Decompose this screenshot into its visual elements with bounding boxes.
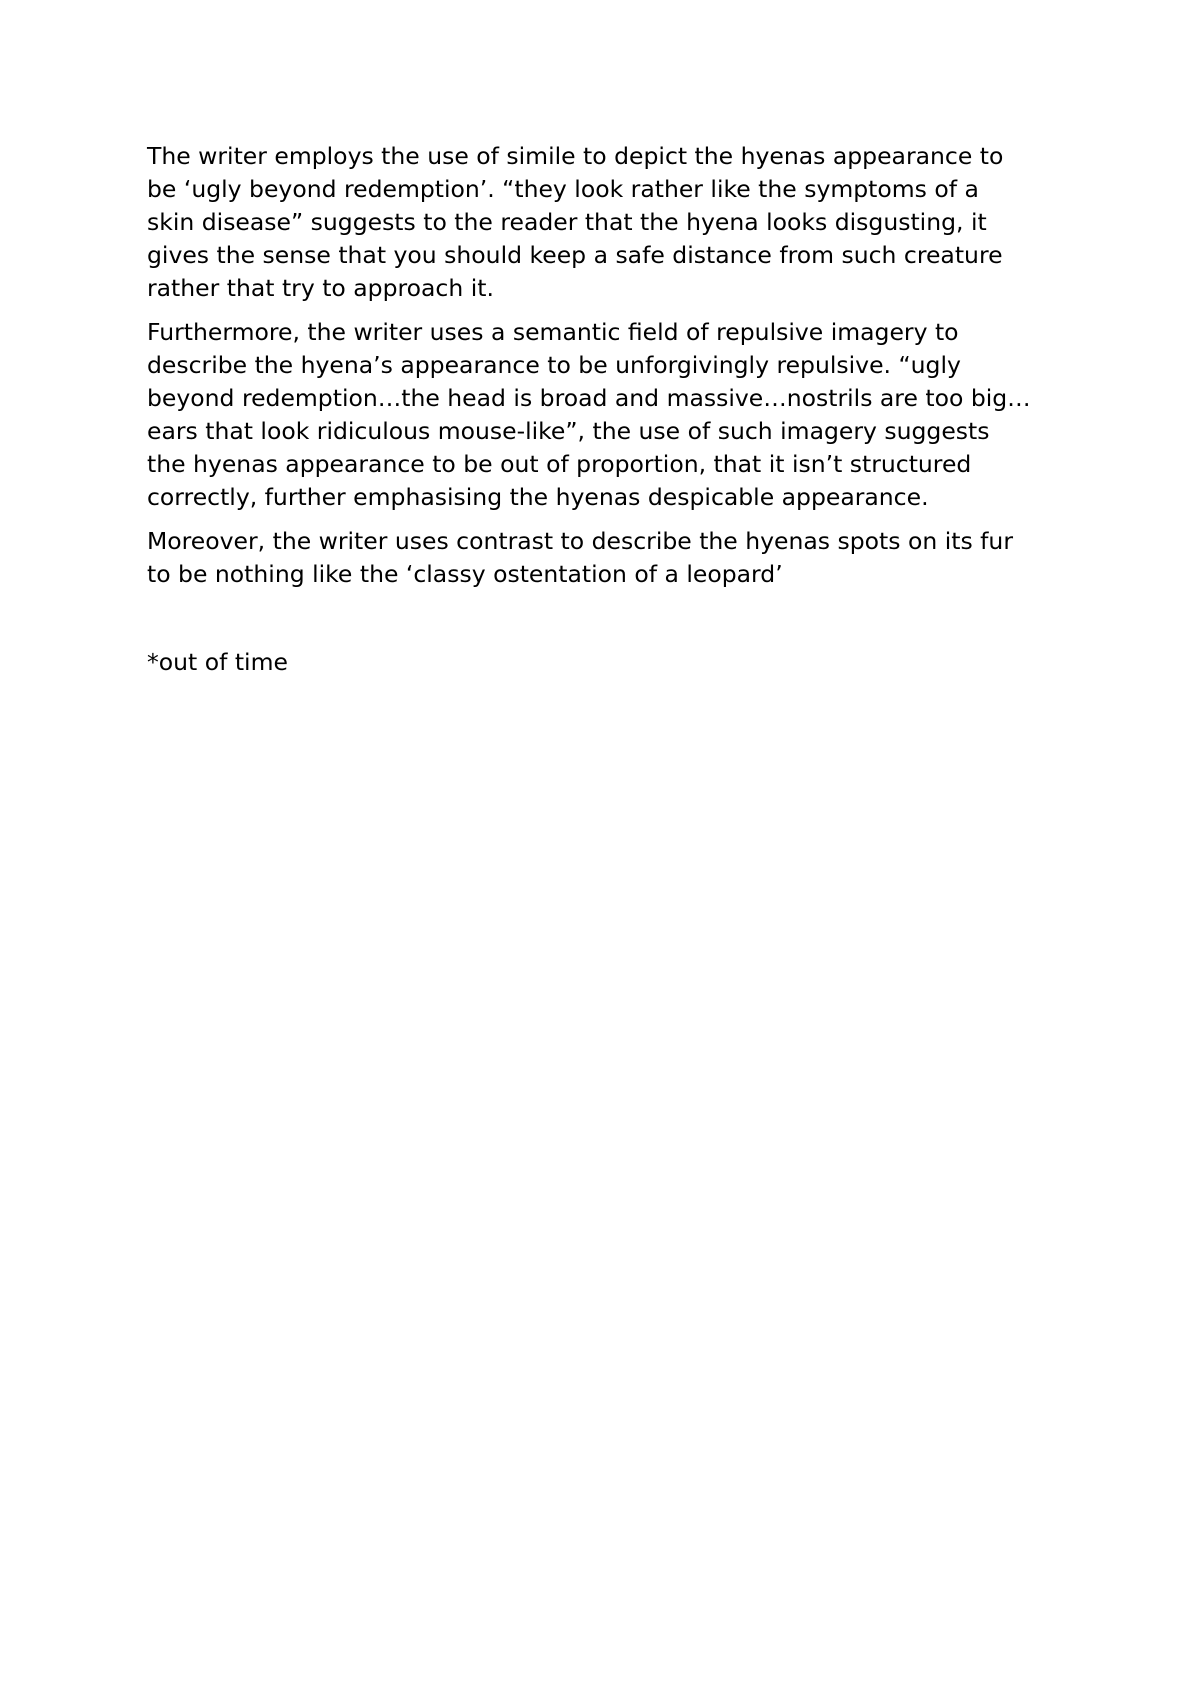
- text-line: ears that look ridiculous mouse-like”, the use of such imagery suggests: [147, 417, 990, 445]
- text-line: describe the hyena’s appearance to be unforgivingly repulsive. “ugly: [147, 351, 961, 379]
- paragraph-simile: [147, 140, 1067, 305]
- document-body: [147, 140, 1067, 690]
- text-line: beyond redemption…the head is broad and massive…nostrils are too big…: [147, 384, 1031, 412]
- text-line: be ‘ugly beyond redemption’. “they look rather like the symptoms of a: [147, 175, 979, 203]
- paragraph-contrast: [147, 525, 1067, 591]
- text-line: skin disease” suggests to the reader that the hyena looks disgusting, it: [147, 208, 987, 236]
- text-line: correctly, further emphasising the hyenas despicable appearance.: [147, 483, 929, 511]
- text-line: rather that try to approach it.: [147, 274, 494, 302]
- text-line: the hyenas appearance to be out of proportion, that it isn’t structured: [147, 450, 972, 478]
- text-line: The writer employs the use of simile to depict the hyenas appearance to: [147, 142, 1004, 170]
- text-line: gives the sense that you should keep a safe distance from such creature: [147, 241, 1003, 269]
- out-of-time-note: *out of time: [147, 648, 288, 676]
- paragraph-semantic-field: [147, 316, 1067, 514]
- text-line: Moreover, the writer uses contrast to describe the hyenas spots on its fur: [147, 527, 1013, 555]
- text-line: to be nothing like the ‘classy ostentation of a leopard’: [147, 560, 783, 588]
- text-line: Furthermore, the writer uses a semantic field of repulsive imagery to: [147, 318, 959, 346]
